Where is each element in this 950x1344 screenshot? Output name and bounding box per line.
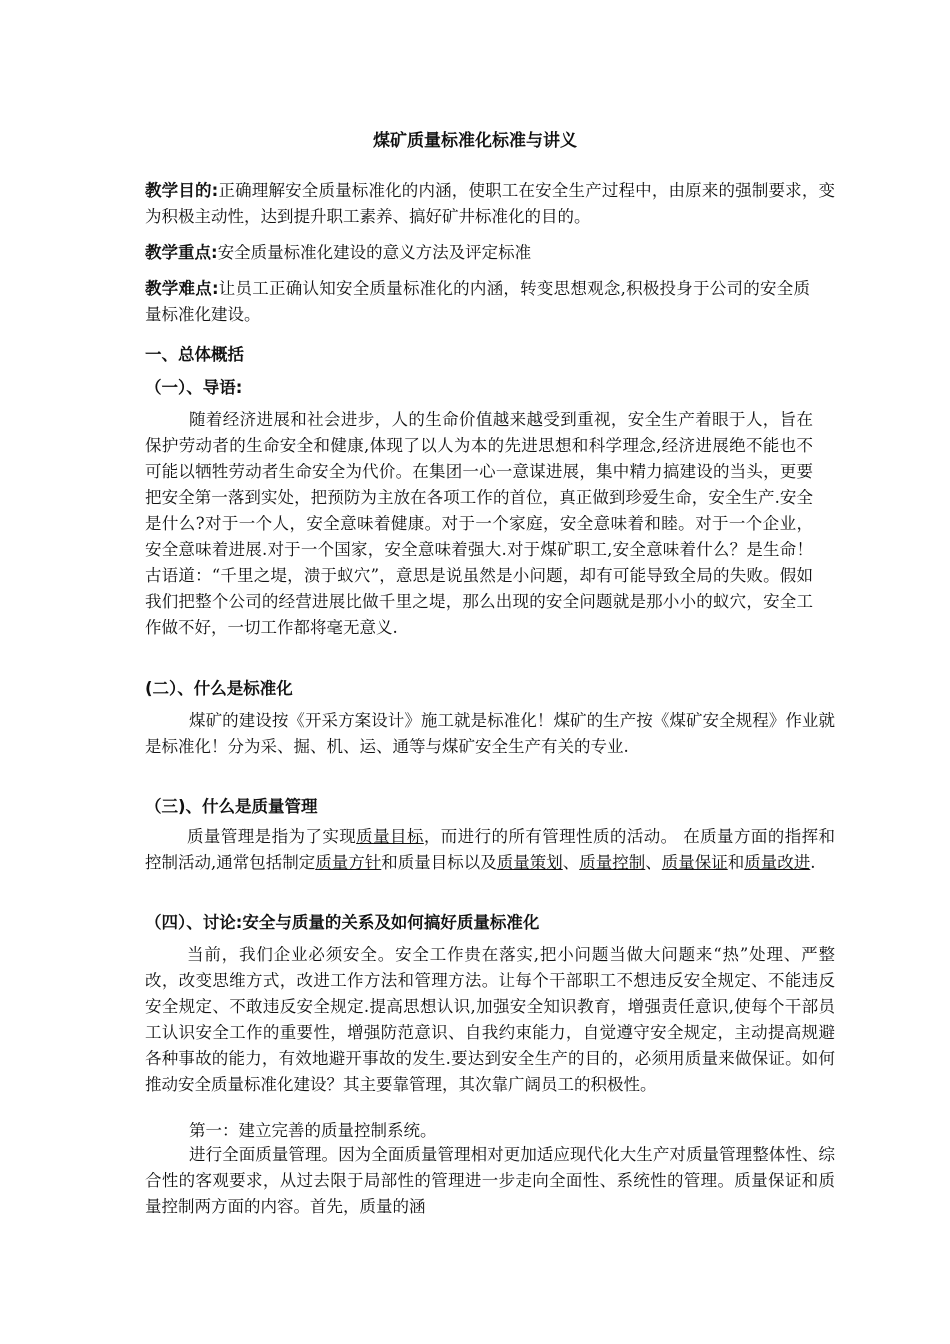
qm-text-6: 和 <box>727 853 745 872</box>
qm-text-2: ，而进行的所有管理性质的活动。 在质量方面的指挥和控制活动,通常包括制定 <box>145 827 836 872</box>
key-point-label: 教学重点: <box>145 243 218 262</box>
subsection-heading-discussion: （四）、讨论:安全与质量的关系及如何搞好质量标准化 <box>145 913 540 932</box>
subsection-heading-quality-management: （三)、什么是质量管理 <box>145 797 318 816</box>
link-quality-planning[interactable]: 质量策划 <box>496 853 563 872</box>
qm-text-4: 、 <box>562 853 580 872</box>
quality-management-paragraph <box>145 824 835 876</box>
difficulty-label: 教学难点: <box>145 279 219 298</box>
objective-text: 正确理解安全质量标准化的内涵，使职工在安全生产过程中，由原来的强制要求，变为积极主动性，达到提升职工素养、搞好矿井标准化的目的。 <box>145 181 835 226</box>
teaching-difficulty <box>145 276 810 328</box>
standardization-paragraph: 煤矿的建设按《开采方案设计》施工就是标准化！煤矿的生产按《煤矿安全规程》作业就是标准化！分为采、掘、机、运、通等与煤矿安全生产有关的专业. <box>145 711 835 756</box>
section-heading-overview: 一、总体概括 <box>145 345 244 364</box>
discussion-paragraph: 当前，我们企业必须安全。安全工作贵在落实,把小问题当做大问题来“热”处理、严整改，改变思维方式，改进工作方法和管理方法。让每个干部职工不想违反安全规定、不能违反安全规定、不敢违反安全规定.提高思想认识,加强安全知识教育，增强责任意识,使每个干部员工认识安全工作的重要性，增强防范意识、自我约束能力，自觉遵守安全规定，主动提高规避各种事故的能力，有效地避开事故的发生.要达到安全生产的目的，必须用质量来做保证。如何推动安全质量标准化建设？其主要靠管理，其次靠广阔员工的积极性。 <box>145 945 835 1094</box>
subsection-heading-standardization: (二）、什么是标准化 <box>145 679 293 698</box>
key-point-text: 安全质量标准化建设的意义方法及评定标准 <box>217 243 532 262</box>
link-quality-control[interactable]: 质量控制 <box>579 853 646 872</box>
qm-text-1: 质量管理是指为了实现 <box>187 827 357 846</box>
qm-text-5: 、 <box>645 853 662 872</box>
discussion-paragraph-2: 进行全面质量管理。因为全面质量管理相对更加适应现代化大生产对质量管理整体性、综合性的客观要求，从过去限于局部性的管理进一步走向全面性、系统性的管理。质量保证和质量控制两方面的内容。首先，质量的涵 <box>145 1145 835 1216</box>
link-quality-policy[interactable]: 质量方针 <box>315 853 382 872</box>
link-quality-goal[interactable]: 质量目标 <box>356 827 424 846</box>
teaching-key-point <box>145 240 835 266</box>
link-quality-assurance[interactable]: 质量保证 <box>661 853 728 872</box>
intro-paragraph: 随着经济进展和社会进步，人的生命价值越来越受到重视，安全生产着眼于人，旨在保护劳动者的生命安全和健康,体现了以人为本的先进思想和科学理念,经济进展绝不能也不可能以牺牲劳动者生命安全为代价。在集团一心一意谋进展，集中精力搞建设的当头，更要把安全第一落到实处，把预防为主放在各项工作的首位，真正做到珍爱生命，安全生产.安全是什么?对于一个人，安全意味着健康。对于一个家庭，安全意味着和睦。对于一个企业，安全意味着进展.对于一个国家，安全意味着强大.对于煤矿职工,安全意味着什么？是生命！古语道：“千里之堤，溃于蚁穴”，意思是说虽然是小问题，却有可能导致全局的失败。假如我们把整个公司的经营进展比做千里之堤，那么出现的安全问题就是那小小的蚁穴，安全工作做不好，一切工作都将毫无意义. <box>145 410 813 637</box>
subsection-heading-intro: （一）、导语: <box>145 378 243 397</box>
document-title: 煤矿质量标准化标准与讲义 <box>373 131 577 151</box>
teaching-objective <box>145 178 835 230</box>
qm-text-7: . <box>810 853 816 872</box>
difficulty-text: 让员工正确认知安全质量标准化的内涵，转变思想观念,积极投身于公司的安全质量标准化建设。 <box>145 279 810 324</box>
discussion-first-point: 第一：建立完善的质量控制系统。 <box>189 1121 437 1140</box>
objective-label: 教学目的: <box>145 181 219 200</box>
link-quality-improvement[interactable]: 质量改进 <box>744 853 811 872</box>
qm-text-3: 和质量目标以及 <box>381 853 497 872</box>
